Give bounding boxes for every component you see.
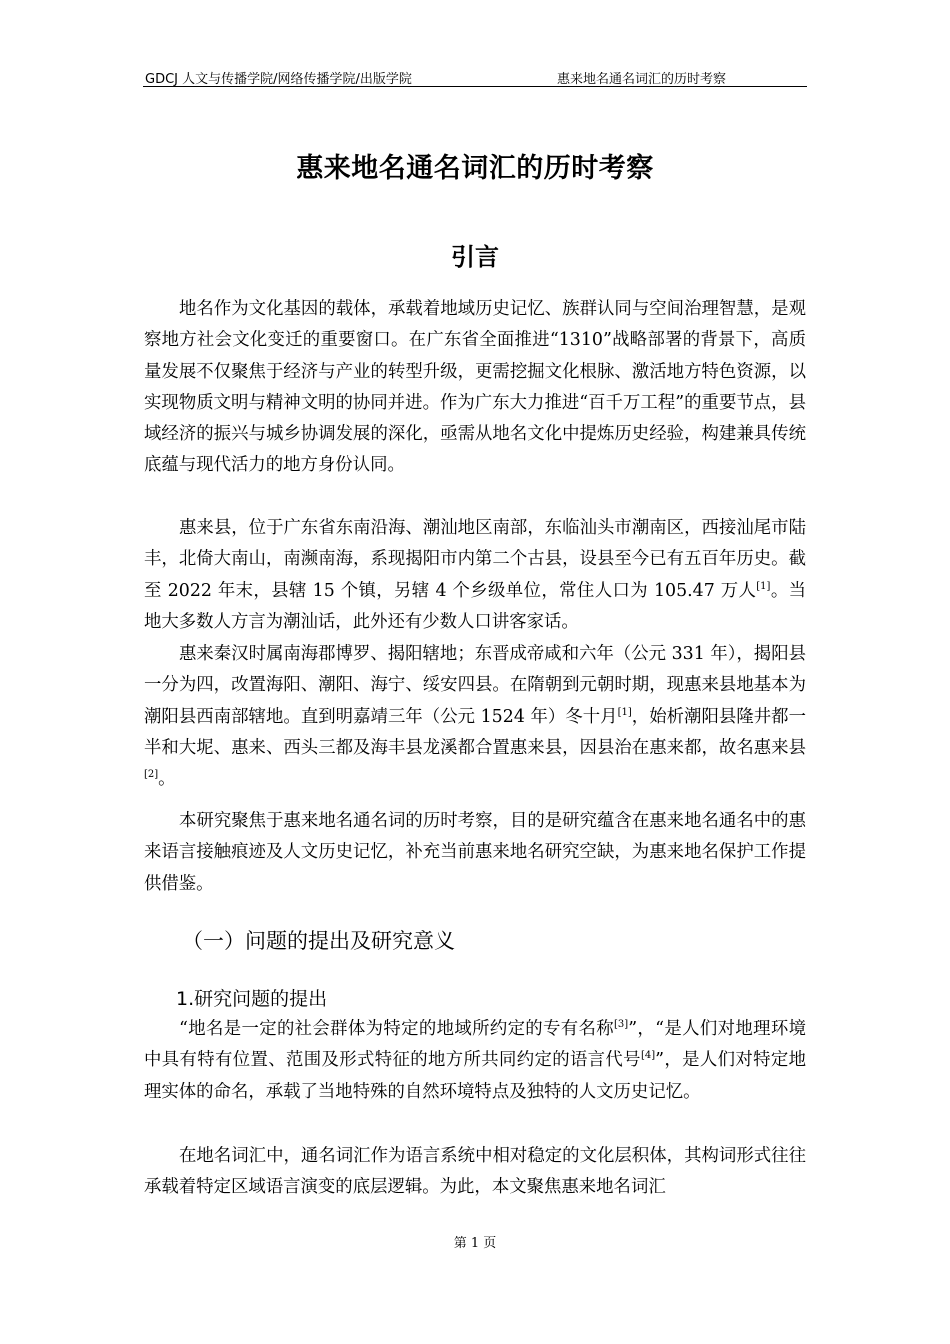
paragraph-3: [144, 639, 806, 795]
intro-heading: 引言: [451, 243, 499, 271]
paragraph-3-text: 惠来秦汉时属南海郡博罗、揭阳辖地；东晋成帝咸和六年（公元 331 年），揭阳县一分为四，改置海阳、潮阳、海宁、绥安四县。在隋朝到元朝时期，现惠来县地基本为潮阳县西南部辖地。直到明嘉靖三年（公元 1524 年）冬十月: [144, 644, 806, 727]
paragraph-2: [144, 513, 806, 638]
paragraph-5-text: “地名是一定的社会群体为特定的地域所约定的专有名称: [179, 1019, 615, 1039]
paragraph-5-text-mid: ”，“是人们对地理环境中具有特有位置、范围及形式特征的地方所共同约定的语言代号: [144, 1019, 806, 1071]
paragraph-5-text-end: ”，是人们对特定地理实体的命名，承载了当地特殊的自然环境特点及独特的人文历史记忆。: [144, 1050, 806, 1102]
paragraph-4: 本研究聚焦于惠来地名通名词的历时考察，目的是研究蕴含在惠来地名通名中的惠来语言接触痕迹及人文历史记忆，补充当前惠来地名研究空缺，为惠来地名保护工作提供借鉴。: [144, 811, 806, 894]
citation-4: [4]: [640, 1050, 656, 1062]
subsection-heading: 1.研究问题的提出: [176, 988, 328, 1010]
paragraph-5: [144, 1014, 806, 1108]
citation-1: [1]: [756, 580, 771, 592]
paragraph-6: 在地名词汇中，通名词汇作为语言系统中相对稳定的文化层积体，其构词形式往往承载着特定区域语言演变的底层逻辑。为此，本文聚焦惠来地名词汇: [144, 1146, 806, 1198]
citation-3: [3]: [614, 1019, 629, 1030]
header-left-text: GDCJ 人文与传播学院/网络传播学院/出版学院: [145, 72, 412, 87]
section-heading: （一）问题的提出及研究意义: [182, 929, 455, 953]
header-right-text: 惠来地名通名词汇的历时考察: [557, 72, 727, 87]
paragraph-3-text-mid: ，始析潮阳县隆井都一半和大坭、惠来、西头三都及海丰县龙溪都合置惠来县，因县治在惠来都，故名惠来县: [144, 706, 806, 758]
paragraph-3-text-end: 。: [158, 769, 176, 790]
paragraph-1: 地名作为文化基因的载体，承载着地域历史记忆、族群认同与空间治理智慧，是观察地方社会文化变迁的重要窗口。在广东省全面推进“1310”战略部署的背景下，高质量发展不仅聚焦于经济与产业的转型升级，更需挖掘文化根脉、激活地方特色资源，以实现物质文明与精神文明的协同并进。作为广东大力推进“百千万工程”的重要节点，县域经济的振兴与城乡协调发展的深化，亟需从地名文化中提炼历史经验，构建兼具传统底蕴与现代活力的地方身份认同。: [144, 299, 806, 476]
page-header: [143, 66, 807, 87]
paragraph-2-text: 惠来县，位于广东省东南沿海、潮汕地区南部，东临汕头市潮南区，西接汕尾市陆丰，北倚大南山，南濒南海，系现揭阳市内第二个古县，设县至今已有五百年历史。截至 2022 年末，县辖 15 个镇，另辖 4 个乡级单位，常住人口为 105.47 万人: [144, 518, 806, 601]
page-number: 第 1 页: [453, 1236, 497, 1251]
citation-1-repeat: [1]: [617, 706, 632, 718]
citation-2: [2]: [144, 769, 159, 781]
paragraph-2-text-end: 。当地大多数人方言为潮汕话，此外还有少数人口讲客家话。: [144, 580, 806, 632]
document-title: 惠来地名通名词汇的历时考察: [296, 153, 654, 184]
